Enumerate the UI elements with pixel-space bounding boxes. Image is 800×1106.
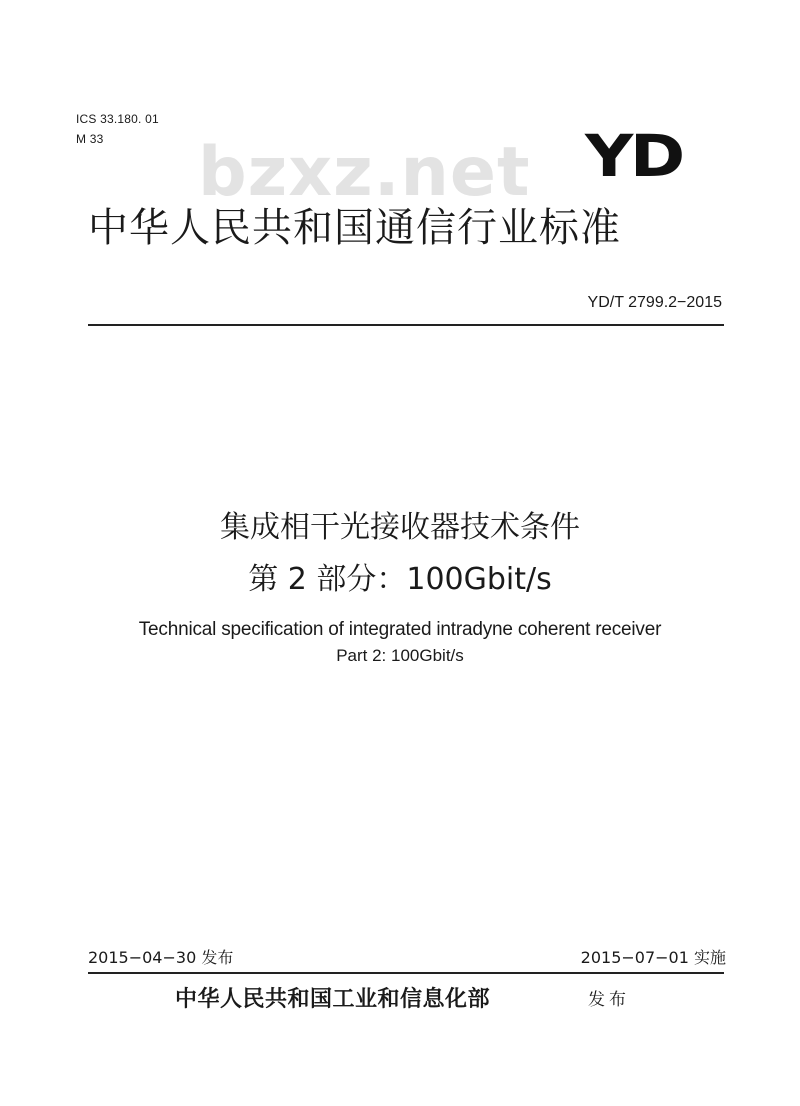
issuing-action: 发布 — [588, 990, 630, 1010]
standard-type-title: 中华人民共和国通信行业标准 — [88, 205, 621, 251]
document-subtitle-en: Part 2: 100Gbit/s — [336, 646, 464, 665]
yd-logo: YD — [585, 122, 682, 190]
top-divider — [88, 324, 724, 326]
document-title-cn: 集成相干光接收器技术条件 — [220, 510, 580, 545]
ccs-code: M 33 — [76, 132, 104, 146]
document-title-en: Technical specification of integrated intradyne coherent receiver — [138, 619, 662, 640]
bottom-divider — [88, 972, 724, 974]
watermark: bzxz.net — [198, 133, 531, 212]
standard-number: YD/T 2799.2−2015 — [587, 294, 722, 311]
document-subtitle-cn: 第 2 部分：100Gbit/s — [248, 562, 552, 597]
issuing-authority: 中华人民共和国工业和信息化部 — [175, 986, 491, 1012]
ics-code: ICS 33.180. 01 — [76, 112, 159, 126]
issue-date: 2015−04−30 发布 — [88, 948, 234, 967]
implementation-date: 2015−07−01 实施 — [580, 948, 726, 967]
